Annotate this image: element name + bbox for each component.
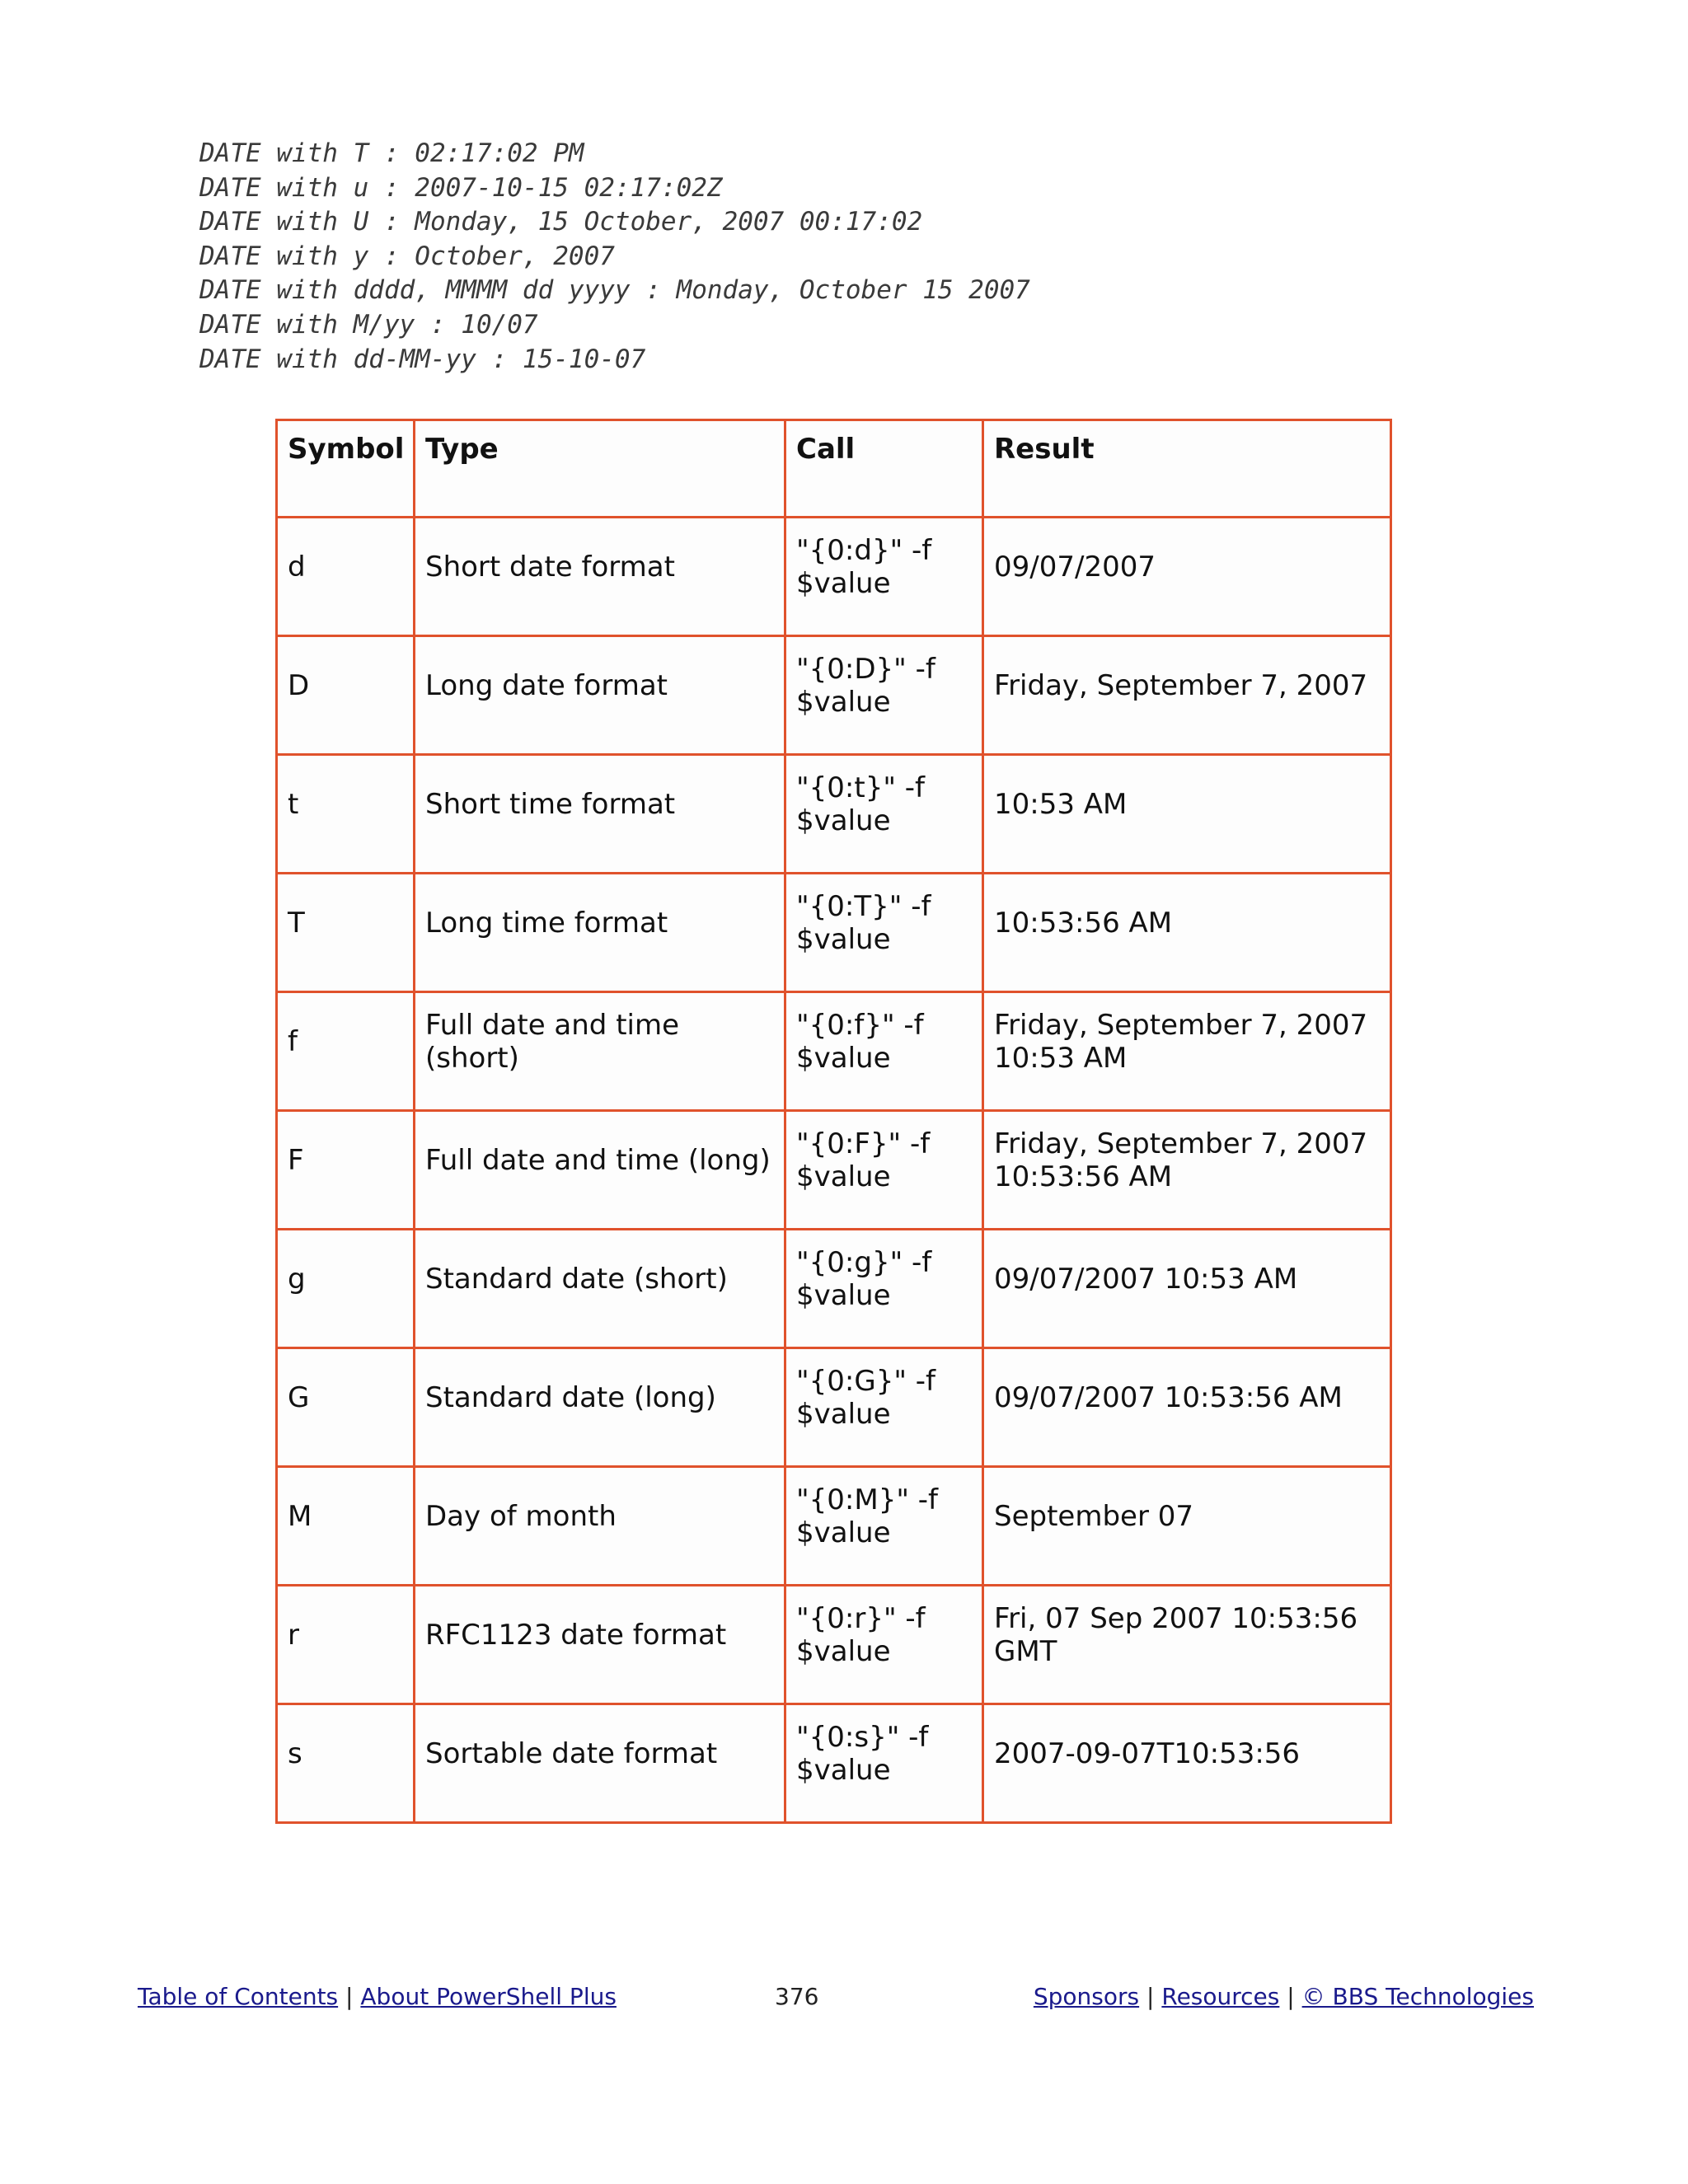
cell-symbol: t [277, 755, 415, 874]
cell-symbol: M [277, 1467, 415, 1586]
cell-result: 09/07/2007 10:53:56 AM [983, 1348, 1391, 1467]
code-line: DATE with M/yy : 10/07 [199, 309, 538, 340]
cell-result: Friday, September 7, 2007 [983, 636, 1391, 755]
about-powershell-plus-link[interactable]: About PowerShell Plus [360, 1983, 617, 2010]
cell-type: RFC1123 date format [415, 1586, 785, 1704]
table-row [277, 518, 1391, 636]
cell-symbol: F [277, 1111, 415, 1230]
cell-symbol: D [277, 636, 415, 755]
cell-symbol: T [277, 874, 415, 992]
copyright-link[interactable]: © BBS Technologies [1301, 1983, 1534, 2010]
table-row [277, 1348, 1391, 1467]
table-row [277, 1586, 1391, 1704]
table-row [277, 1467, 1391, 1586]
cell-call: "{0:s}" -f $value [785, 1704, 983, 1823]
cell-call: "{0:T}" -f $value [785, 874, 983, 992]
cell-call: "{0:D}" -f $value [785, 636, 983, 755]
footer-separator: | [1287, 1983, 1295, 2010]
cell-call: "{0:F}" -f $value [785, 1111, 983, 1230]
resources-link[interactable]: Resources [1161, 1983, 1280, 2010]
code-line: DATE with dddd, MMMM dd yyyy : Monday, October 15 2007 [199, 275, 1030, 306]
cell-symbol: r [277, 1586, 415, 1704]
table-of-contents-link[interactable]: Table of Contents [138, 1983, 339, 2010]
cell-call: "{0:t}" -f $value [785, 755, 983, 874]
cell-result: 10:53:56 AM [983, 874, 1391, 992]
code-line: DATE with T : 02:17:02 PM [199, 138, 584, 168]
cell-call: "{0:d}" -f $value [785, 518, 983, 636]
cell-symbol: s [277, 1704, 415, 1823]
table-row [277, 1111, 1391, 1230]
cell-result: 09/07/2007 10:53 AM [983, 1230, 1391, 1348]
footer-separator: | [345, 1983, 354, 2010]
cell-type: Standard date (short) [415, 1230, 785, 1348]
page-number: 376 [775, 1983, 819, 2010]
cell-result: 10:53 AM [983, 755, 1391, 874]
code-line: DATE with dd-MM-yy : 15-10-07 [199, 344, 646, 374]
cell-call: "{0:r}" -f $value [785, 1586, 983, 1704]
table-row [277, 992, 1391, 1111]
table-row [277, 755, 1391, 874]
cell-result: Friday, September 7, 2007 10:53:56 AM [983, 1111, 1391, 1230]
column-header-result: Result [983, 420, 1391, 518]
footer-left-links [138, 1982, 617, 2012]
code-line: DATE with u : 2007-10-15 02:17:02Z [199, 172, 723, 203]
table-row [277, 1704, 1391, 1823]
table-row [277, 636, 1391, 755]
cell-type: Short time format [415, 755, 785, 874]
cell-result: Friday, September 7, 2007 10:53 AM [983, 992, 1391, 1111]
cell-symbol: f [277, 992, 415, 1111]
table-header-row [277, 420, 1391, 518]
code-output-block [199, 137, 1030, 377]
column-header-symbol: Symbol [277, 420, 415, 518]
cell-type: Day of month [415, 1467, 785, 1586]
footer-right-links [1034, 1982, 1534, 2012]
code-line: DATE with y : October, 2007 [199, 241, 615, 271]
table-row [277, 1230, 1391, 1348]
column-header-type: Type [415, 420, 785, 518]
cell-type: Short date format [415, 518, 785, 636]
cell-type: Standard date (long) [415, 1348, 785, 1467]
date-format-table [275, 419, 1392, 1824]
cell-type: Long time format [415, 874, 785, 992]
cell-call: "{0:M}" -f $value [785, 1467, 983, 1586]
cell-result: 2007-09-07T10:53:56 [983, 1704, 1391, 1823]
cell-type: Full date and time (long) [415, 1111, 785, 1230]
column-header-call: Call [785, 420, 983, 518]
cell-type: Full date and time (short) [415, 992, 785, 1111]
cell-call: "{0:G}" -f $value [785, 1348, 983, 1467]
cell-call: "{0:g}" -f $value [785, 1230, 983, 1348]
cell-symbol: g [277, 1230, 415, 1348]
footer-separator: | [1146, 1983, 1155, 2010]
cell-symbol: d [277, 518, 415, 636]
cell-result: Fri, 07 Sep 2007 10:53:56 GMT [983, 1586, 1391, 1704]
cell-type: Long date format [415, 636, 785, 755]
table-row [277, 874, 1391, 992]
sponsors-link[interactable]: Sponsors [1033, 1983, 1140, 2010]
cell-type: Sortable date format [415, 1704, 785, 1823]
cell-result: September 07 [983, 1467, 1391, 1586]
cell-call: "{0:f}" -f $value [785, 992, 983, 1111]
code-line: DATE with U : Monday, 15 October, 2007 00:17:02 [199, 207, 923, 237]
cell-result: 09/07/2007 [983, 518, 1391, 636]
cell-symbol: G [277, 1348, 415, 1467]
